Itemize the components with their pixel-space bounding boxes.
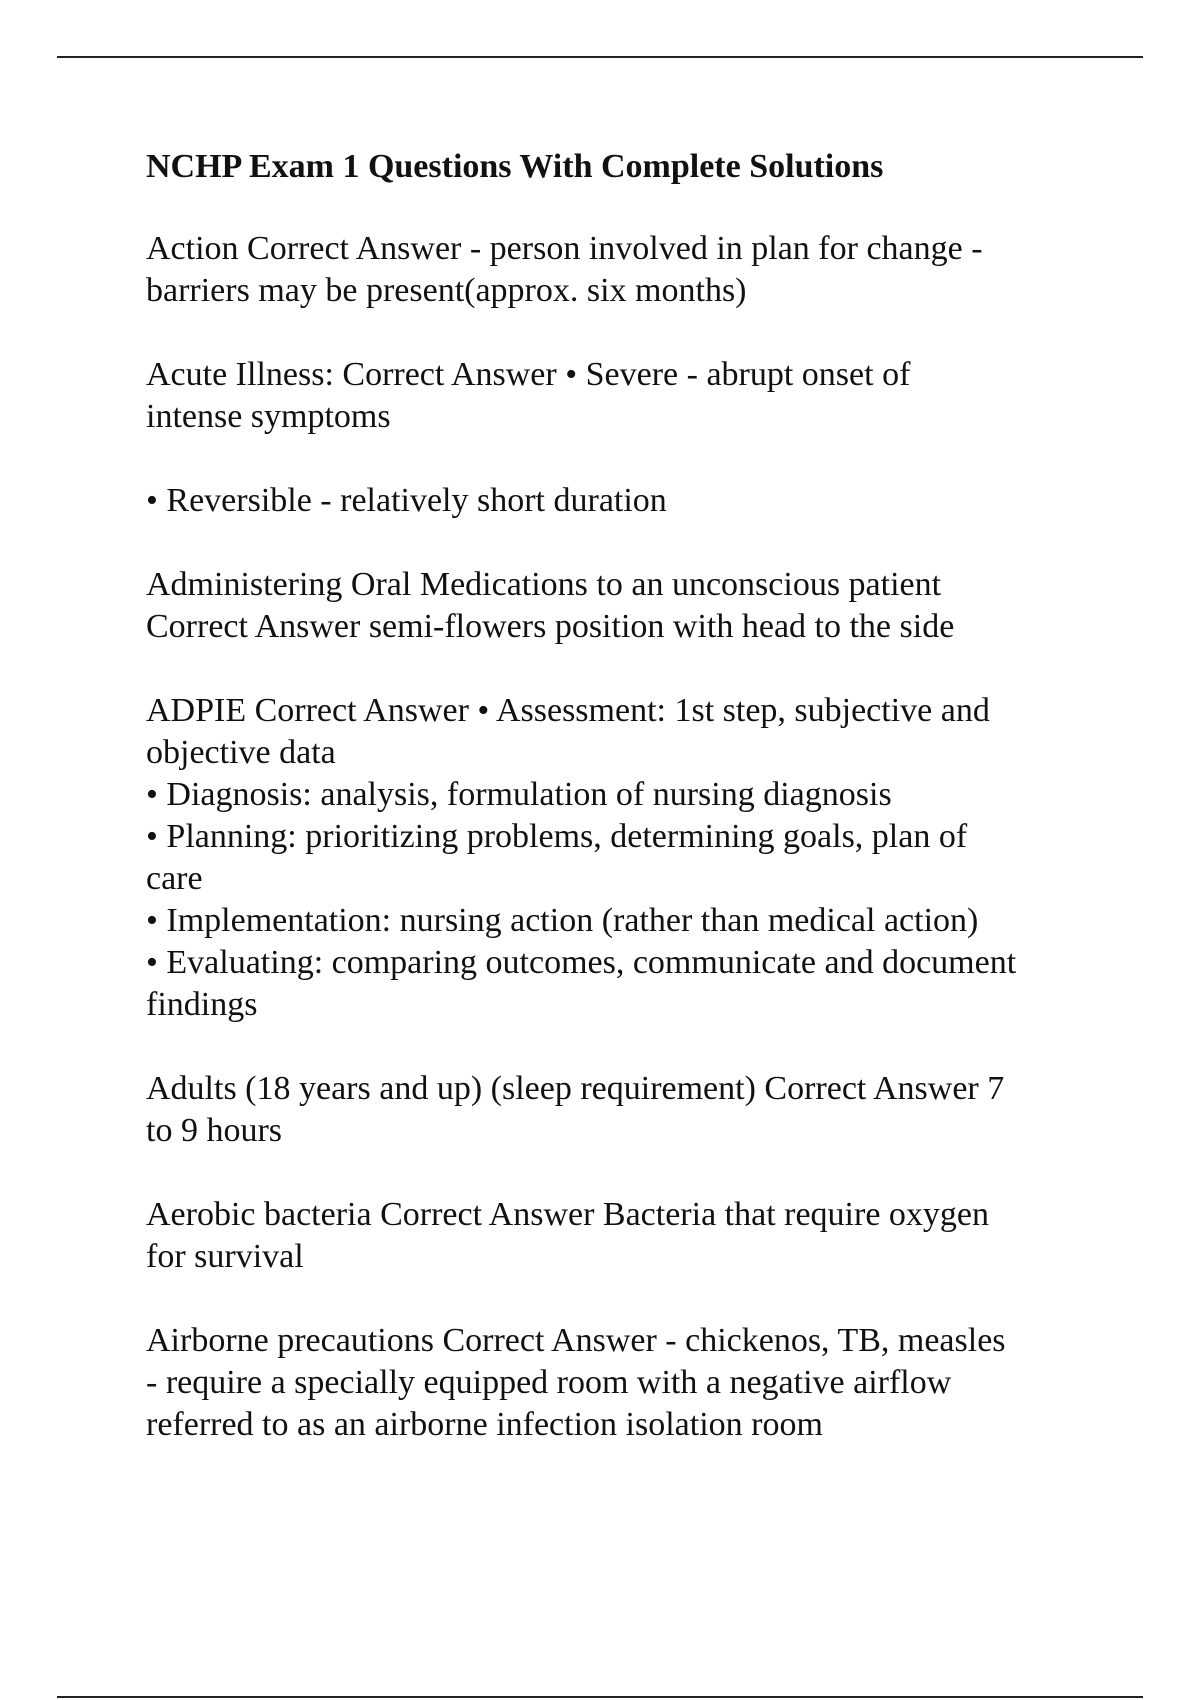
entry-line: barriers may be present(approx. six months) [146,272,747,309]
entry-oral-medications [146,564,1096,648]
entry-line: Acute Illness: Correct Answer • Severe - abrupt onset of [146,356,911,393]
entry-airborne-precautions [146,1320,1096,1446]
bottom-rule [57,1696,1143,1698]
document-title: NCHP Exam 1 Questions With Complete Solutions [146,148,884,185]
entry-line: - require a specially equipped room with a negative airflow [146,1364,952,1401]
entry-line: • Implementation: nursing action (rather than medical action) [146,902,979,939]
entry-line: referred to as an airborne infection isolation room [146,1406,823,1443]
entry-line: for survival [146,1238,304,1275]
entry-aerobic-bacteria [146,1194,1096,1278]
entry-line: • Evaluating: comparing outcomes, communicate and document [146,944,1017,981]
entry-line: • Diagnosis: analysis, formulation of nursing diagnosis [146,776,892,813]
entry-line: Adults (18 years and up) (sleep requirement) Correct Answer 7 [146,1070,1005,1107]
entry-action [146,228,1096,312]
entry-line: Aerobic bacteria Correct Answer Bacteria that require oxygen [146,1196,990,1233]
entry-acute-illness [146,354,1096,438]
entry-line: Action Correct Answer - person involved in plan for change - [146,230,983,267]
entry-line: • Planning: prioritizing problems, determining goals, plan of [146,818,968,855]
document-body [146,146,1096,1488]
entry-line: objective data [146,734,336,771]
entry-line: intense symptoms [146,398,391,435]
top-rule [57,56,1143,58]
entry-line: care [146,860,203,897]
entry-adpie [146,690,1096,1026]
entry-line: • Reversible - relatively short duration [146,482,667,519]
entry-line: Correct Answer semi-flowers position with head to the side [146,608,955,645]
entry-line: Administering Oral Medications to an unconscious patient [146,566,942,603]
entry-line: to 9 hours [146,1112,282,1149]
entry-acute-illness-bullet [146,480,1096,522]
entry-line: ADPIE Correct Answer • Assessment: 1st step, subjective and [146,692,990,729]
entry-adult-sleep [146,1068,1096,1152]
entry-line: findings [146,986,258,1023]
entry-line: Airborne precautions Correct Answer - chickenos, TB, measles [146,1322,1006,1359]
